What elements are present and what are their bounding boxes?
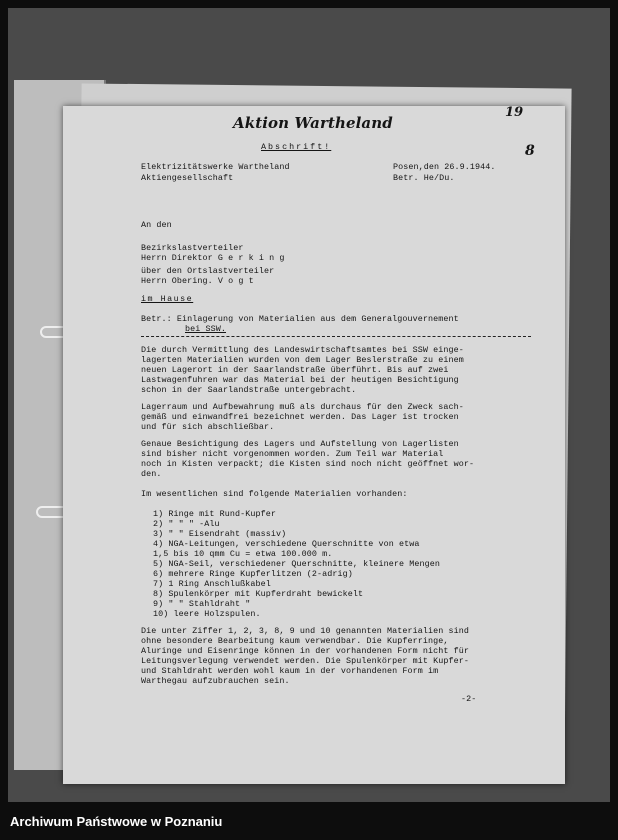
p1-line-5: schon in der Saarlandstraße untergebracht.: [141, 385, 357, 395]
p3-line-2: sind bisher nicht vorgenommen worden. Zum Teil war Material: [141, 449, 444, 459]
p5-line-5: und Stahldraht werden wohl kaum in der vorhandenen Form im: [141, 666, 439, 676]
heading: Abschrift!: [261, 142, 332, 152]
material-item: 9) " " Stahldraht ": [153, 599, 251, 609]
scan-background: [8, 8, 610, 802]
p5-line-2: ohne besondere Bearbeitung kaum verwendbar. Die Kupferringe,: [141, 636, 449, 646]
subject-divider: [141, 336, 531, 337]
recipient-line-4: über den Ortslastverteiler: [141, 266, 275, 276]
p2-line-3: und für sich abschließbar.: [141, 422, 275, 432]
sender-line-2: Aktiengesellschaft: [141, 173, 234, 183]
letter-page: [63, 106, 565, 784]
page-continuation: -2-: [461, 694, 477, 704]
handwritten-note: Aktion Wartheland: [233, 114, 393, 132]
p5-line-3: Aluringe und Eisenringe können in der vorhandenen Form nicht für: [141, 646, 470, 656]
p1-line-1: Die durch Vermittlung des Landeswirtschaftsamtes bei SSW einge-: [141, 345, 464, 355]
p3-line-1: Genaue Besichtigung des Lagers und Aufstellung von Lagerlisten: [141, 439, 459, 449]
p2-line-2: gemäß und einwandfrei bezeichnet werden. Das Lager ist trocken: [141, 412, 459, 422]
p1-line-4: Lastwagenfuhren war das Material bei der heutigen Besichtigung: [141, 375, 459, 385]
p2-line-1: Lagerraum und Aufbewahrung muß als durchaus für den Zweck sach-: [141, 402, 464, 412]
material-item: 8) Spulenkörper mit Kupferdraht bewickelt: [153, 589, 364, 599]
archive-label: Archiwum Państwowe w Poznaniu: [10, 814, 223, 829]
recipient-line-2: Bezirkslastverteiler: [141, 243, 244, 253]
subject-line-1: Betr.: Einlagerung von Materialien aus dem Generalgouvernement: [141, 314, 459, 324]
reference: Betr. He/Du.: [393, 173, 455, 183]
material-item: 3) " " Eisendraht (massiv): [153, 529, 287, 539]
material-item: 5) NGA-Seil, verschiedener Querschnitte, kleinere Mengen: [153, 559, 441, 569]
im-hause: im Hause: [141, 294, 194, 304]
p5-line-6: Warthegau aufzubrauchen sein.: [141, 676, 290, 686]
material-item: 7) 1 Ring Anschlußkabel: [153, 579, 271, 589]
place-date: Posen,den 26.9.1944.: [393, 162, 496, 172]
subject-line-2: bei SSW.: [185, 324, 227, 334]
material-item: 10) leere Holzspulen.: [153, 609, 261, 619]
p1-line-2: lagerten Materialien wurden von dem Lager Beslerstraße zu einem: [141, 355, 464, 365]
recipient-line-3: Herrn Direktor G e r k i n g: [141, 253, 285, 263]
recipient-line-5: Herrn Obering. V o g t: [141, 276, 254, 286]
material-item: 1) Ringe mit Rund-Kupfer: [153, 509, 277, 519]
material-item: 1,5 bis 10 qmm Cu = etwa 100.000 m.: [153, 549, 333, 559]
p5-line-1: Die unter Ziffer 1, 2, 3, 8, 9 und 10 genannten Materialien sind: [141, 626, 470, 636]
p1-line-3: neuen Lagerort in der Saarlandstraße überführt. Bis auf zwei: [141, 365, 449, 375]
p4-line: Im wesentlichen sind folgende Materialien vorhanden:: [141, 489, 408, 499]
p5-line-4: Leitungsverlegung verwendet werden. Die Spulenkörper mit Kupfer-: [141, 656, 470, 666]
p3-line-3: noch in Kisten verpackt; die Kisten sind noch nicht geöffnet wor-: [141, 459, 475, 469]
page-number: 19: [505, 105, 524, 120]
sender-line-1: Elektrizitätswerke Wartheland: [141, 162, 290, 172]
material-item: 4) NGA-Leitungen, verschiedene Querschnitte von etwa: [153, 539, 420, 549]
recipient-line-1: An den: [141, 220, 172, 230]
p3-line-4: den.: [141, 469, 162, 479]
material-item: 6) mehrere Ringe Kupferlitzen (2-adrig): [153, 569, 353, 579]
folio-mark: 8: [525, 143, 535, 159]
material-item: 2) " " " -Alu: [153, 519, 220, 529]
